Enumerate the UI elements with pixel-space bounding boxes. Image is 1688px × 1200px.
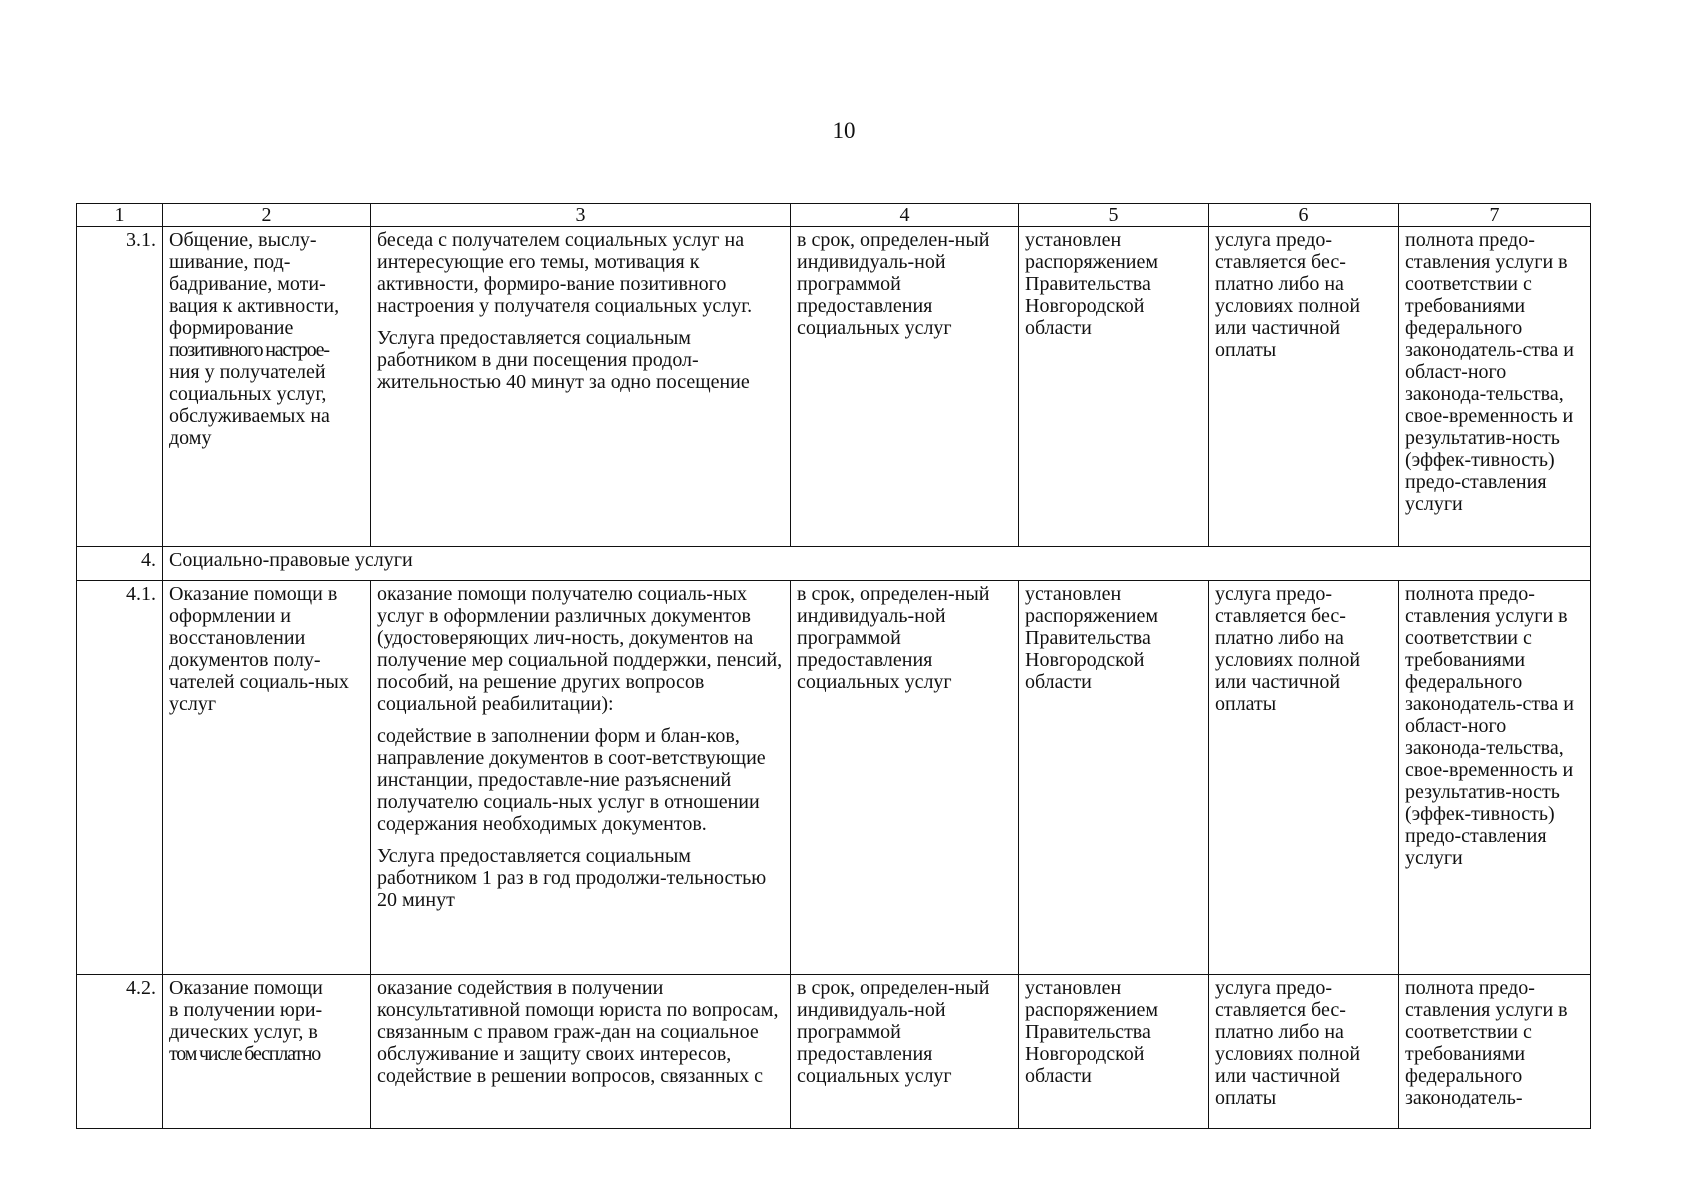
service-name-line: вация к активности, bbox=[169, 295, 340, 317]
service-name-line: обслуживаемых на bbox=[169, 405, 330, 427]
service-name-line: Оказание помощи bbox=[169, 977, 323, 999]
service-name-line: Общение, выслу- bbox=[169, 229, 317, 251]
description-paragraph: Услуга предоставляется социальным работником 1 раз в год продолжи-тельностью 20 минут bbox=[377, 845, 767, 911]
service-term: в срок, определен-ный индивидуаль-ной программой предоставления социальных услуг bbox=[791, 227, 1019, 547]
service-tariff: установлен распоряжением Правительства Новгородской области bbox=[1019, 581, 1209, 975]
service-tariff: установлен распоряжением Правительства Новгородской области bbox=[1019, 975, 1209, 1129]
header-cell-6: 6 bbox=[1209, 204, 1399, 227]
service-quality: полнота предо-ставления услуги в соответствии с требованиями федерального законодатель- bbox=[1399, 975, 1591, 1129]
service-name-line: дических услуг, в bbox=[169, 1021, 318, 1043]
service-term: в срок, определен-ный индивидуаль-ной программой предоставления социальных услуг bbox=[791, 581, 1019, 975]
service-name-line: том числе бесплатно bbox=[169, 1043, 321, 1065]
row-number: 4.2. bbox=[77, 975, 163, 1129]
service-term: в срок, определен-ный индивидуаль-ной программой предоставления социальных услуг bbox=[791, 975, 1019, 1129]
service-description bbox=[371, 227, 791, 547]
row-number: 3.1. bbox=[77, 227, 163, 547]
description-paragraph: беседа с получателем социальных услуг на интересующие его темы, мотивация к активности, формиро-вание позитивного настроения у получателя социальных услуг. bbox=[377, 229, 753, 317]
service-tariff: установлен распоряжением Правительства Новгородской области bbox=[1019, 227, 1209, 547]
service-name bbox=[163, 227, 371, 547]
service-name-line: социальных услуг, bbox=[169, 383, 327, 405]
header-cell-1: 1 bbox=[77, 204, 163, 227]
description-paragraph: содействие в заполнении форм и блан-ков, направление документов в соот-ветствующие инстанции, предоставле-ние разъяснений получателю социаль-ных услуг в отношении содержания необходимых документов. bbox=[377, 725, 766, 835]
service-name: Оказание помощи в оформлении и восстановлении документов полу-чателей социаль-ных услуг bbox=[163, 581, 371, 975]
row-number: 4.1. bbox=[77, 581, 163, 975]
services-table bbox=[76, 203, 1591, 1129]
service-description bbox=[371, 581, 791, 975]
service-name-line: позитивного настрое- bbox=[169, 339, 329, 361]
service-quality: полнота предо-ставления услуги в соответствии с требованиями федерального законодатель-ства и област-ного законода-тельства, свое-временность и результатив-ность (эффек-тивность) предо-ставления услуги bbox=[1399, 227, 1591, 547]
page-number: 10 bbox=[832, 118, 856, 143]
header-cell-2: 2 bbox=[163, 204, 371, 227]
header-cell-7: 7 bbox=[1399, 204, 1591, 227]
service-quality: полнота предо-ставления услуги в соответствии с требованиями федерального законодатель-ства и област-ного законода-тельства, свое-временность и результатив-ность (эффек-тивность) предо-ставления услуги bbox=[1399, 581, 1591, 975]
section-number: 4. bbox=[77, 547, 163, 581]
service-description: оказание содействия в получении консультативной помощи юриста по вопросам, связанным с правом граж-дан на социальное обслуживание и защиту своих интересов, содействие в решении вопросов, связанных с bbox=[371, 975, 791, 1129]
table-row-4-2 bbox=[77, 975, 1591, 1129]
service-name-line: дому bbox=[169, 427, 212, 449]
service-name-line: в получении юри- bbox=[169, 999, 323, 1021]
service-payment: услуга предо-ставляется бес-платно либо на условиях полной или частичной оплаты bbox=[1209, 581, 1399, 975]
header-cell-4: 4 bbox=[791, 204, 1019, 227]
service-name-line: формирование bbox=[169, 317, 294, 339]
description-paragraph: Услуга предоставляется социальным работником в дни посещения продол-жительностью 40 минут за одно посещение bbox=[377, 327, 750, 393]
table-row-4-1 bbox=[77, 581, 1591, 975]
service-name-line: шивание, под- bbox=[169, 251, 291, 273]
header-cell-3: 3 bbox=[371, 204, 791, 227]
section-title: Социально-правовые услуги bbox=[163, 547, 1591, 581]
service-payment: услуга предо-ставляется бес-платно либо на условиях полной или частичной оплаты bbox=[1209, 975, 1399, 1129]
section-row-4 bbox=[77, 547, 1591, 581]
service-payment: услуга предо-ставляется бес-платно либо на условиях полной или частичной оплаты bbox=[1209, 227, 1399, 547]
service-name bbox=[163, 975, 371, 1129]
service-name-line: бадривание, моти- bbox=[169, 273, 326, 295]
header-cell-5: 5 bbox=[1019, 204, 1209, 227]
header-row bbox=[77, 204, 1591, 227]
description-paragraph: оказание помощи получателю социаль-ных услуг в оформлении различных документов (удостоверяющих лич-ность, документов на получение мер социальной поддержки, пенсий, пособий, на решение других вопросов социальной реабилитации): bbox=[377, 583, 783, 715]
service-name-line: ния у получателей bbox=[169, 361, 326, 383]
table-row-3-1 bbox=[77, 227, 1591, 547]
